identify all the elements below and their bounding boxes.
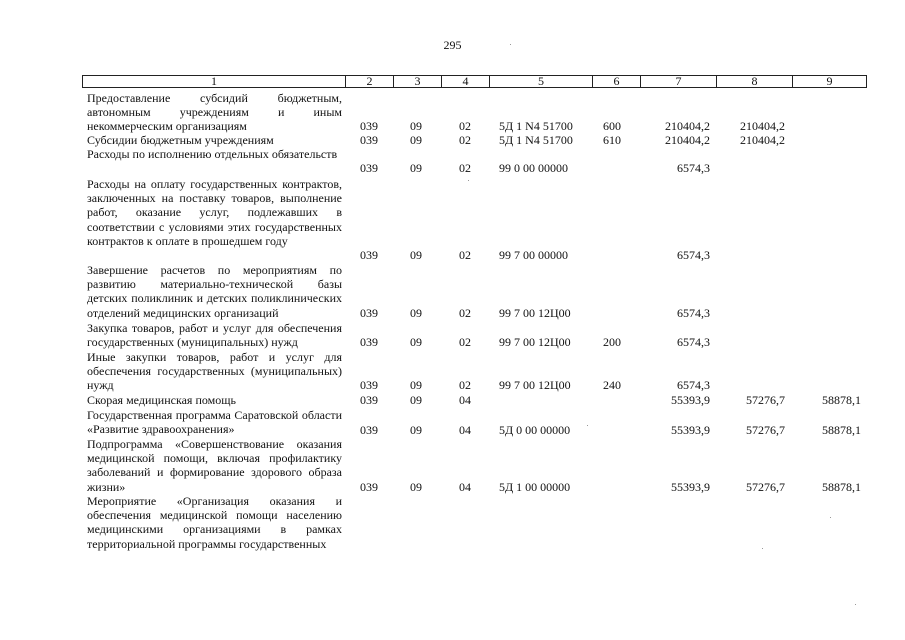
cell-section: 09	[410, 161, 422, 175]
row-name: Расходы на оплату государственных контрактов, заключенных на поставку товаров, выполнение работ, оказание услуг, подлежавших в соответствии с условиями этих государственных контрактов к оплате в прошедшем году	[87, 177, 342, 248]
cell-amount-1: 6574,3	[677, 335, 710, 349]
cell-code: 039	[360, 161, 378, 175]
cell-subsection: 02	[459, 378, 471, 392]
table-header	[82, 75, 867, 88]
cell-amount-1: 6574,3	[677, 248, 710, 262]
page-number: 295	[443, 38, 462, 52]
cell-target: 99 7 00 12Ц00	[499, 335, 571, 349]
header-col-8: 8	[716, 76, 792, 87]
cell-target: 99 7 00 12Ц00	[499, 378, 571, 392]
cell-subsection: 04	[459, 480, 471, 494]
header-col-3: 3	[393, 76, 441, 87]
cell-target: 99 7 00 12Ц00	[499, 306, 571, 320]
row-name: Субсидии бюджетным учреждениям	[87, 133, 274, 147]
cell-amount-1: 6574,3	[677, 378, 710, 392]
row-name: Государственная программа Саратовской области «Развитие здравоохранения»	[87, 408, 342, 437]
row-name: Мероприятие «Организация оказания и обеспечения медицинской помощи населению медицинскими организациями в рамках территориальной программы государственных	[87, 494, 342, 551]
cell-amount-3: 58878,1	[822, 423, 861, 437]
row-name: Расходы по исполнению отдельных обязательств	[87, 147, 338, 161]
cell-section: 09	[410, 335, 422, 349]
cell-amount-1: 210404,2	[665, 133, 710, 147]
cell-section: 09	[410, 306, 422, 320]
cell-code: 039	[360, 335, 378, 349]
cell-section: 09	[410, 119, 422, 133]
header-col-5: 5	[489, 76, 592, 87]
cell-amount-2: 57276,7	[746, 423, 785, 437]
cell-amount-2: 210404,2	[740, 133, 785, 147]
cell-section: 09	[410, 423, 422, 437]
row-name: Подпрограмма «Совершенствование оказания медицинской помощи, включая профилактику заболеваний и формирование здорового образа жизни»	[87, 437, 342, 494]
scan-speck	[762, 548, 763, 549]
cell-amount-1: 55393,9	[671, 393, 710, 407]
scan-speck	[510, 44, 511, 45]
cell-subsection: 04	[459, 423, 471, 437]
cell-section: 09	[410, 133, 422, 147]
cell-subsection: 04	[459, 393, 471, 407]
scan-speck	[855, 604, 856, 605]
cell-subsection: 02	[459, 119, 471, 133]
header-col-1: 1	[211, 74, 217, 88]
header-col-2: 2	[345, 76, 393, 87]
row-name: Иные закупки товаров, работ и услуг для обеспечения государственных (муниципальных) нужд	[87, 350, 342, 393]
cell-code: 039	[360, 480, 378, 494]
cell-section: 09	[410, 393, 422, 407]
row-name: Завершение расчетов по мероприятиям по развитию материально-технической базы детских поликлиник и детских поликлинических отделений медицинских организаций	[87, 263, 342, 320]
cell-subsection: 02	[459, 248, 471, 262]
cell-amount-2: 57276,7	[746, 393, 785, 407]
cell-code: 039	[360, 119, 378, 133]
scan-speck	[830, 517, 831, 518]
cell-code: 039	[360, 248, 378, 262]
header-col-6: 6	[592, 76, 640, 87]
cell-amount-1: 55393,9	[671, 480, 710, 494]
header-col-9: 9	[792, 76, 866, 87]
cell-section: 09	[410, 480, 422, 494]
scan-speck	[587, 425, 588, 426]
scan-speck	[468, 180, 469, 181]
cell-amount-1: 6574,3	[677, 306, 710, 320]
row-name: Закупка товаров, работ и услуг для обеспечения государственных (муниципальных) нужд	[87, 321, 342, 350]
header-col-4: 4	[441, 76, 489, 87]
cell-target: 5Д 0 00 00000	[499, 423, 571, 437]
cell-target: 5Д 1 N4 51700	[499, 133, 573, 147]
cell-amount-3: 58878,1	[822, 393, 861, 407]
row-name: Скорая медицинская помощь	[87, 393, 236, 407]
header-col-7: 7	[640, 76, 716, 87]
cell-target: 5Д 1 00 00000	[499, 480, 571, 494]
cell-target: 5Д 1 N4 51700	[499, 119, 573, 133]
cell-section: 09	[410, 378, 422, 392]
cell-code: 039	[360, 393, 378, 407]
cell-amount-2: 57276,7	[746, 480, 785, 494]
cell-subsection: 02	[459, 335, 471, 349]
cell-amount-1: 210404,2	[665, 119, 710, 133]
cell-code: 039	[360, 306, 378, 320]
cell-subsection: 02	[459, 133, 471, 147]
cell-code: 039	[360, 378, 378, 392]
cell-amount-3: 58878,1	[822, 480, 861, 494]
cell-subsection: 02	[459, 306, 471, 320]
cell-target: 99 7 00 00000	[499, 248, 568, 262]
cell-subsection: 02	[459, 161, 471, 175]
cell-section: 09	[410, 248, 422, 262]
row-name: Предоставление субсидий бюджетным, автономным учреждениям и иным некоммерческим организациям	[87, 91, 342, 134]
cell-amount-1: 6574,3	[677, 161, 710, 175]
cell-target: 99 0 00 00000	[499, 161, 568, 175]
cell-type: 240	[603, 378, 621, 392]
cell-amount-2: 210404,2	[740, 119, 785, 133]
cell-type: 610	[603, 133, 621, 147]
cell-type: 600	[603, 119, 621, 133]
cell-type: 200	[603, 335, 621, 349]
cell-code: 039	[360, 133, 378, 147]
cell-code: 039	[360, 423, 378, 437]
cell-amount-1: 55393,9	[671, 423, 710, 437]
